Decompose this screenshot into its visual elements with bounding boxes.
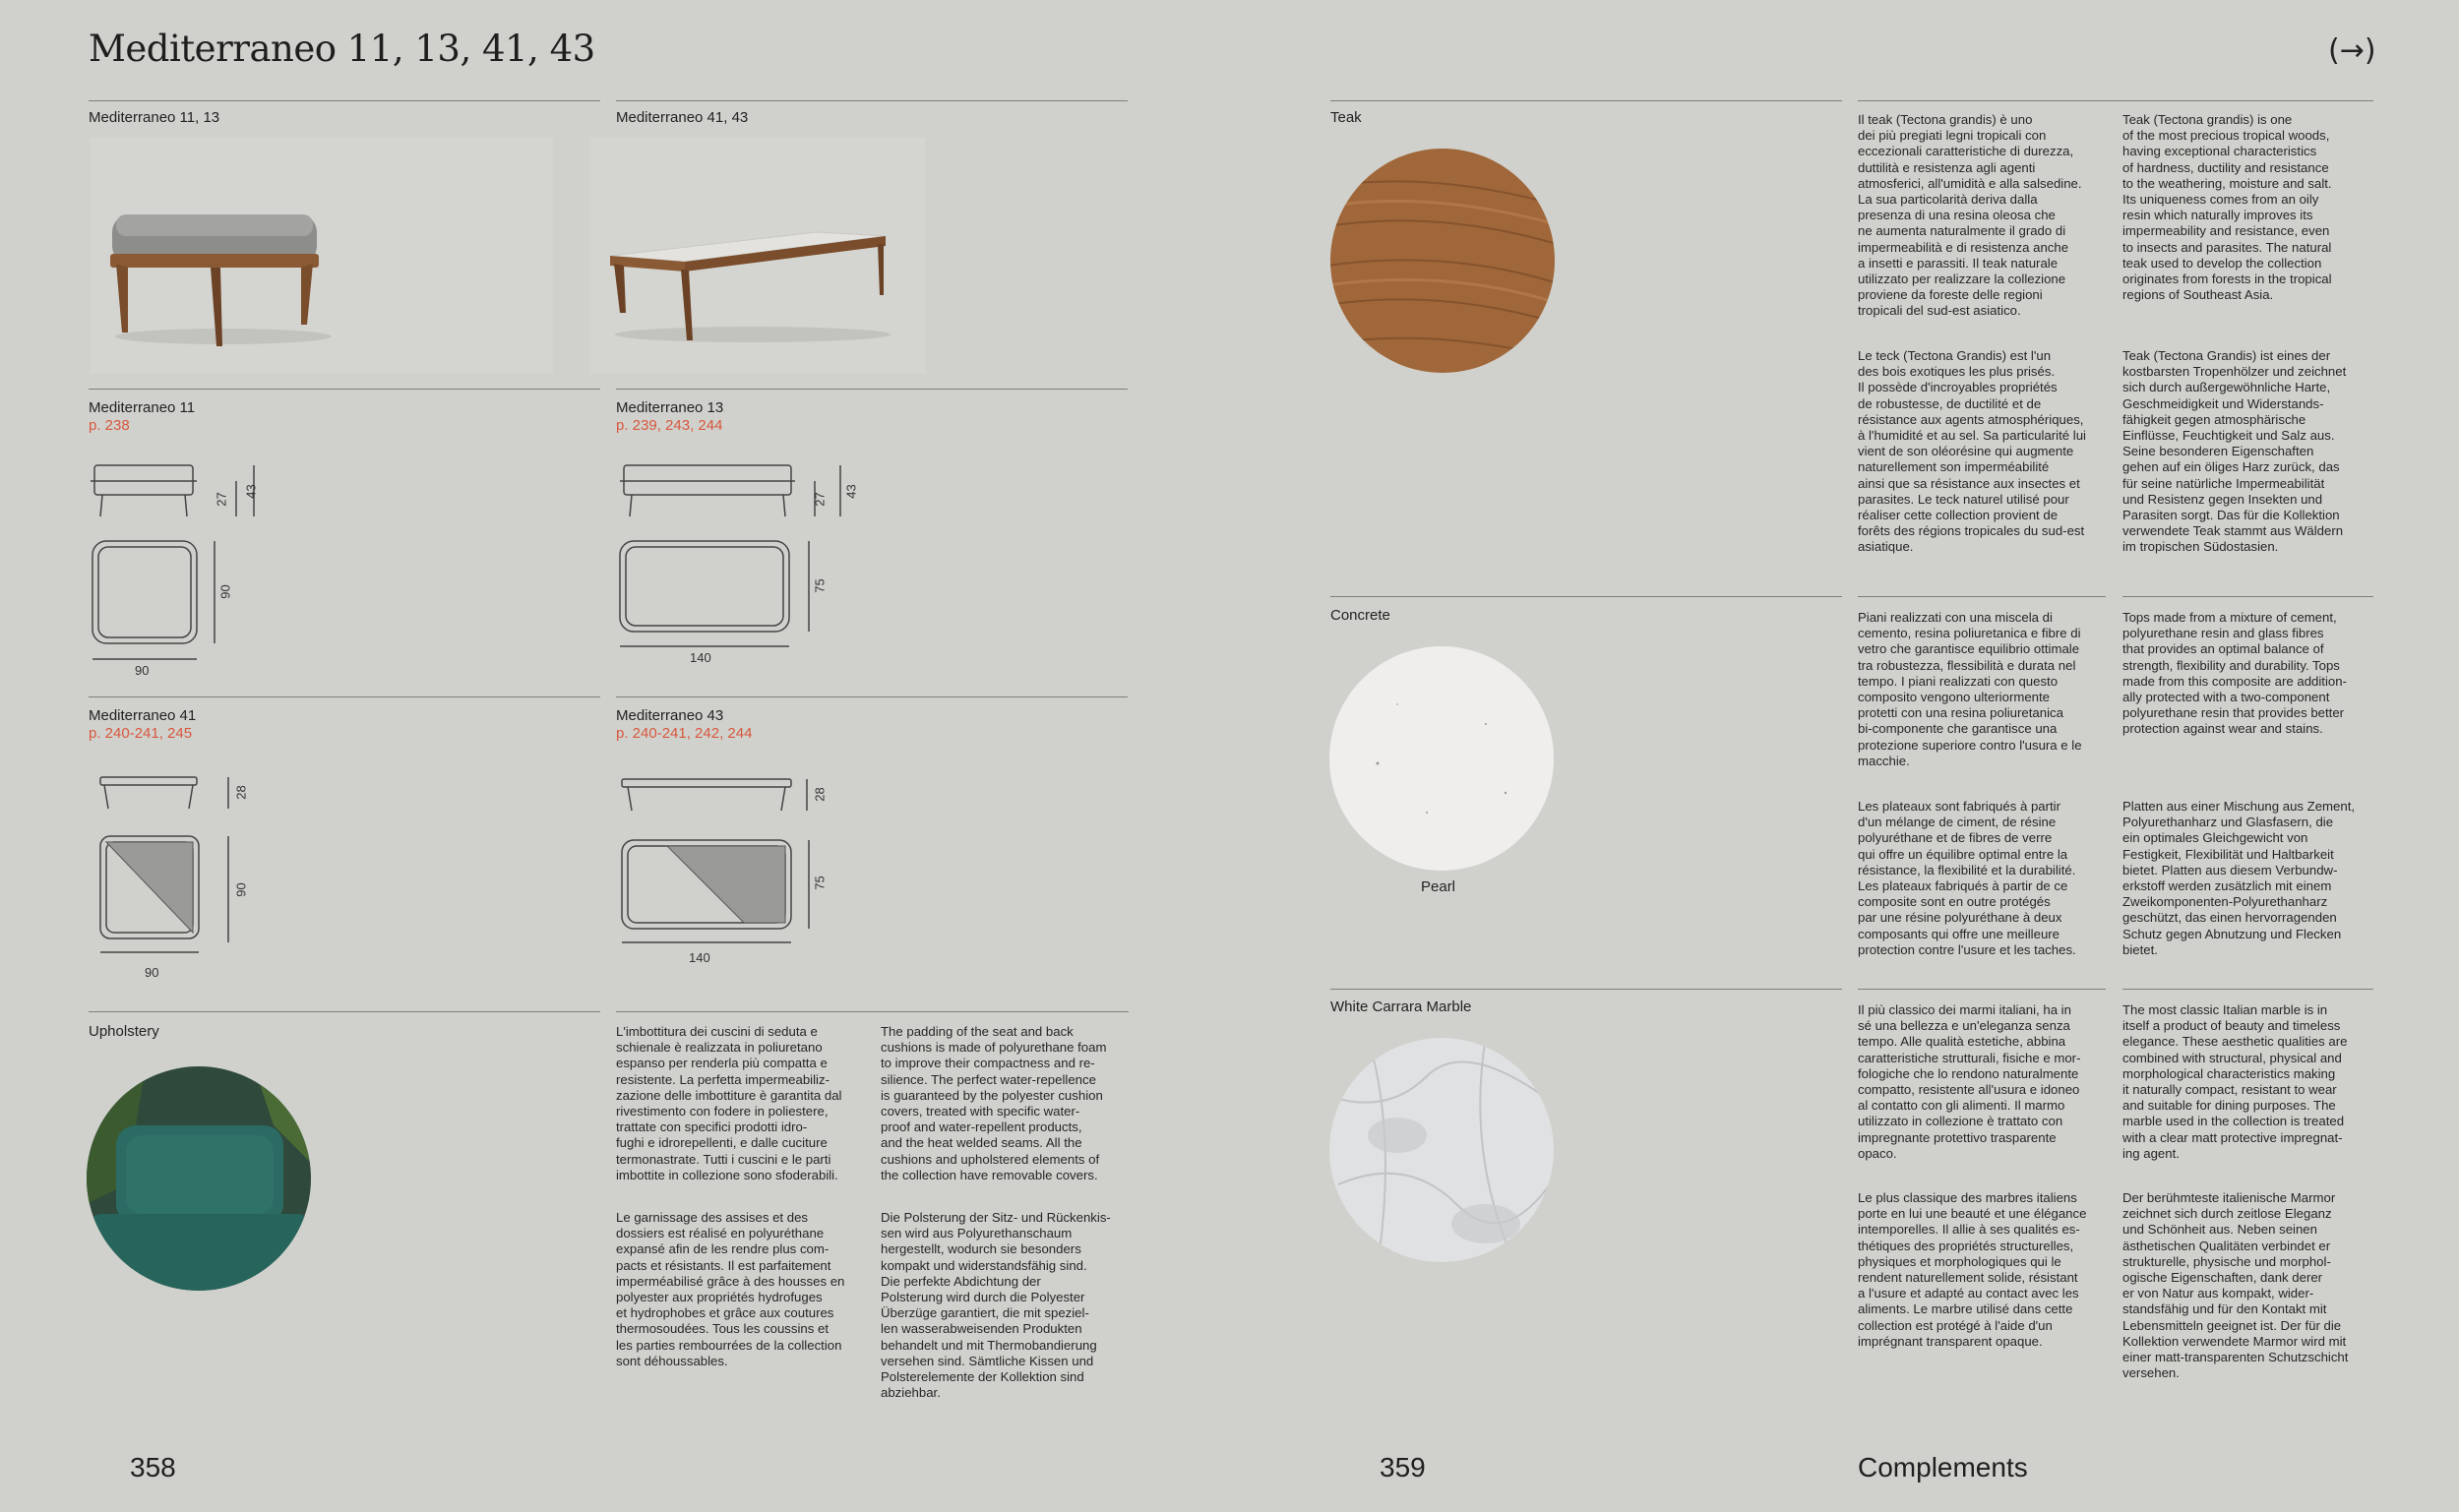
- marble-text-it: Il più classico dei marmi italiani, ha in sé una bellezza e un'eleganza senza tempo. Alle qualità estetiche, abbina caratteristiche strutturali, fisiche e mor- fologiche che lo rendono naturalmente compatto, resistente all'usura e idoneo al contatto con gli alimenti. Il marmo utilizzato in collezione è trattato con impregnante protettivo trasparente opaco.: [1858, 1002, 2081, 1161]
- divider: [1330, 596, 1842, 597]
- m43-dim-width: 140: [689, 950, 710, 965]
- ottoman-photo: [91, 138, 553, 374]
- m11-name: Mediterraneo 11: [89, 399, 196, 416]
- upholstery-text-de: Die Polsterung der Sitz- und Rückenkis- sen wird aus Polyurethanschaum hergestellt, wodurch sie besonders kompakt und widerstandsfähig sind. Die perfekte Abdichtung der Polsterung wird durch die Polyester Überzüge garantiert, die mit speziel- len wasserabweisenden Produkten behandelt und mit Thermobandierung versehen sind. Sämtliche Kissen und Polsterelemente der Kollektion sind abziehbar.: [881, 1210, 1111, 1401]
- m41-name: Mediterraneo 41: [89, 707, 197, 724]
- m11-pages-link[interactable]: p. 238: [89, 417, 130, 434]
- m41-dim-width: 90: [145, 965, 159, 980]
- next-arrow-button[interactable]: (→): [2328, 33, 2376, 68]
- coffee-table-photo: [590, 138, 925, 374]
- section-title: Complements: [1858, 1452, 2028, 1482]
- divider: [89, 696, 600, 697]
- m43-pages-link[interactable]: p. 240-241, 242, 244: [616, 725, 753, 742]
- m11-dim-seat-height: 27: [214, 492, 229, 507]
- divider: [1858, 989, 2106, 990]
- m13-dim-total-height: 43: [843, 484, 859, 499]
- concrete-text-fr: Les plateaux sont fabriqués à partir d'un mélange de ciment, de résine polyuréthane et de fibres de verre qui offre un équilibre optimal entre la résistance, la flexibilité et la durabilité. Les plateaux fabriqués à partir de ce composite sont en outre protégés par une résine polyuréthane à deux composants qui offre une meilleure protection contre l'usure et les taches.: [1858, 799, 2076, 957]
- concrete-label: Concrete: [1330, 607, 1390, 624]
- marble-swatch: [1328, 1037, 1557, 1265]
- upholstery-fabric-image: [87, 1066, 313, 1293]
- divider: [1330, 989, 1842, 990]
- page-number-right: 359: [1380, 1452, 1426, 1482]
- divider: [89, 1011, 600, 1012]
- teak-swatch: [1330, 149, 1557, 375]
- marble-text-de: Der berühmteste italienische Marmor zeichnet sich durch zeitlose Eleganz und Schönheit aus. Neben seinen ästhetischen Qualitäten verbindet er strukturelle, physische und morphol- ogische Eigenschaften, dank derer er von Natur aus kompakt, wider- standsfähig und für den Kontakt mit Lebensmitteln geeignet ist. Der für die Kollektion verwendete Marmor wird mit einer matt-transparenten Schutzschicht versehen.: [2122, 1190, 2349, 1381]
- teak-text-fr: Le teck (Tectona Grandis) est l'un des bois exotiques les plus prisés. Il possède d'incroyables propriétés de robustesse, de ductilité et de résistance aux agents atmosphériques, à l'humidité et au sel. Sa particularité lui vient de son oléorésine qui augmente naturellement son imperméabilité ainsi que sa résistance aux insectes et parasites. Le teck naturel utilisé pour réaliser cette collection provient de forêts des régions tropicales du sud-est asiatique.: [1858, 348, 2086, 555]
- m41-dim-height: 28: [233, 785, 249, 800]
- m11-dim-width: 90: [135, 663, 150, 678]
- concrete-swatch-label: Pearl: [1421, 878, 1456, 895]
- m13-name: Mediterraneo 13: [616, 399, 724, 416]
- marble-text-fr: Le plus classique des marbres italiens porte en lui une beauté et une élégance intemporelles. Il allie à ses qualités es- thétiques des propriétés structurelles, physiques et morphologiques qui le rendent naturellement solide, résistant a l'usure et adapté au contact avec les aliments. Le marbre utilisé dans cette collection est protégé à l'aide d'un imprégnant transparent opaque.: [1858, 1190, 2087, 1349]
- divider: [1330, 100, 1842, 101]
- concrete-text-en: Tops made from a mixture of cement, polyurethane resin and glass fibres that provides an optimal balance of strength, flexibility and durability. Tops made from this composite are addition- ally protected with a two-component polyurethane resin that provides better protection against wear and stains.: [2122, 610, 2347, 737]
- m11-dim-depth: 90: [217, 584, 233, 599]
- concrete-text-de: Platten aus einer Mischung aus Zement, Polyurethanharz und Glasfasern, die ein optimales Gleichgewicht von Festigkeit, Flexibilität und Haltbarkeit bietet. Platten aus diesem Verbundw- erkstoff werden zusätzlich mit einem Zweikomponenten-Polyurethanharz geschützt, das einen hervorragenden Schutz gegen Abnutzung und Flecken bietet.: [2122, 799, 2356, 957]
- divider: [616, 389, 1128, 390]
- group-label-11-13: Mediterraneo 11, 13: [89, 109, 220, 126]
- upholstery-text-it: L'imbottitura dei cuscini di seduta e schienale è realizzata in poliuretano espanso per renderla più compatta e resistente. La perfetta impermeabiliz- zazione delle imbottiture è garantita dal rivestimento con fodere in poliestere, trattate con specifici prodotti idro- fughi e idrorepellenti, e dalle cuciture termonastrate. Tutti i cuscini e le parti imbottite in collezione sono sfoderabili.: [616, 1024, 842, 1182]
- divider: [1858, 596, 2106, 597]
- ottoman-illustration: [91, 138, 553, 374]
- group-label-41-43: Mediterraneo 41, 43: [616, 109, 749, 126]
- m41-pages-link[interactable]: p. 240-241, 245: [89, 725, 193, 742]
- m41-dim-depth: 90: [233, 882, 249, 897]
- concrete-pearl-swatch: [1328, 645, 1557, 874]
- teak-label: Teak: [1330, 109, 1362, 126]
- divider: [2122, 596, 2373, 597]
- coffee-table-illustration: [590, 138, 925, 374]
- m13-dim-depth: 75: [812, 578, 828, 593]
- divider: [89, 389, 600, 390]
- m43-name: Mediterraneo 43: [616, 707, 724, 724]
- m13-pages-link[interactable]: p. 239, 243, 244: [616, 417, 723, 434]
- page-number-left: 358: [130, 1452, 176, 1482]
- m43-technical-drawing: [616, 767, 872, 984]
- divider: [89, 100, 600, 101]
- divider: [1858, 100, 2373, 101]
- m43-dim-height: 28: [812, 787, 828, 802]
- m13-dim-seat-height: 27: [812, 492, 828, 507]
- divider: [2122, 989, 2373, 990]
- divider: [616, 696, 1128, 697]
- page-title: Mediterraneo 11, 13, 41, 43: [89, 28, 595, 70]
- m41-technical-drawing: [89, 767, 285, 984]
- divider: [616, 100, 1128, 101]
- m11-dim-total-height: 43: [243, 484, 259, 499]
- m13-dim-width: 140: [690, 650, 711, 665]
- divider: [881, 1011, 1129, 1012]
- concrete-text-it: Piani realizzati con una miscela di cemento, resina poliuretanica e fibre di vetro che garantisce equilibrio ottimale tra robustezza, flessibilità e durata nel tempo. I piani realizzati con questo composito vengono ulteriormente protetti con una resina poliuretanica bi-componente che garantisce una protezione superiore contro l'usura e le macchie.: [1858, 610, 2082, 768]
- upholstery-label: Upholstery: [89, 1023, 159, 1040]
- teak-text-en: Teak (Tectona grandis) is one of the most precious tropical woods, having exceptional characteristics of hardness, ductility and resistance to the weathering, moisture and salt. Its uniqueness comes from an oily resin which naturally improves its impermeability and resistance, even to insects and parasites. The natural teak used to develop the collection originates from forests in the tropical regions of Southeast Asia.: [2122, 112, 2332, 303]
- teak-text-it: Il teak (Tectona grandis) è uno dei più pregiati legni tropicali con eccezionali caratteristiche di durezza, duttilità e resistenza agli agenti atmosferici, all'umidità e alla salsedine. La sua particolarità deriva dalla presenza di una resina oleosa che ne aumenta naturalmente il grado di impermeabilità e di resistenza anche a insetti e parassiti. Il teak naturale utilizzato per realizzare la collezione proviene da foreste delle regioni tropicali del sud-est asiatico.: [1858, 112, 2082, 319]
- upholstery-text-fr: Le garnissage des assises et des dossiers est réalisé en polyuréthane expansé afin de les rendre plus com- pacts et résistants. Il est parfaitement imperméabilisé grâce à des housses en polyester aux propriétés hydrofuges et hydrophobes et grâce aux coutures thermosoudées. Tous les coussins et les parties rembourrées de la collection sont déhoussables.: [616, 1210, 845, 1368]
- upholstery-text-en: The padding of the seat and back cushions is made of polyurethane foam to improve their compactness and re- silience. The perfect water-repellence is guaranteed by the polyester cushion covers, treated with specific water- proof and water-repellent products, and the heat welded seams. All the cushions and upholstered elements of the collection have removable covers.: [881, 1024, 1107, 1182]
- m13-technical-drawing: [616, 457, 872, 684]
- marble-text-en: The most classic Italian marble is in itself a product of beauty and timeless elegance. These aesthetic qualities are combined with structural, physical and morphological characteristics making it naturally compact, resistant to wear and suitable for dining purposes. The marble used in the collection is treated with a clear matt protective impregnat- ing agent.: [2122, 1002, 2348, 1161]
- teak-text-de: Teak (Tectona Grandis) ist eines der kostbarsten Tropenhölzer und zeichnet sich durch außergewöhnliche Harte, Geschmeidigkeit und Widerstands- fähigkeit gegen atmosphärische Einflüsse, Feuchtigkeit und Salz aus. Seine besonderen Eigenschaften gehen auf ein öliges Harz zurück, das für seine natürliche Impermeabilität und Resistenz gegen Insekten und Parasiten sorgt. Das für die Kollektion verwendete Teak stammt aus Wäldern im tropischen Südostasien.: [2122, 348, 2347, 555]
- m43-dim-depth: 75: [812, 876, 828, 890]
- marble-label: White Carrara Marble: [1330, 998, 1472, 1015]
